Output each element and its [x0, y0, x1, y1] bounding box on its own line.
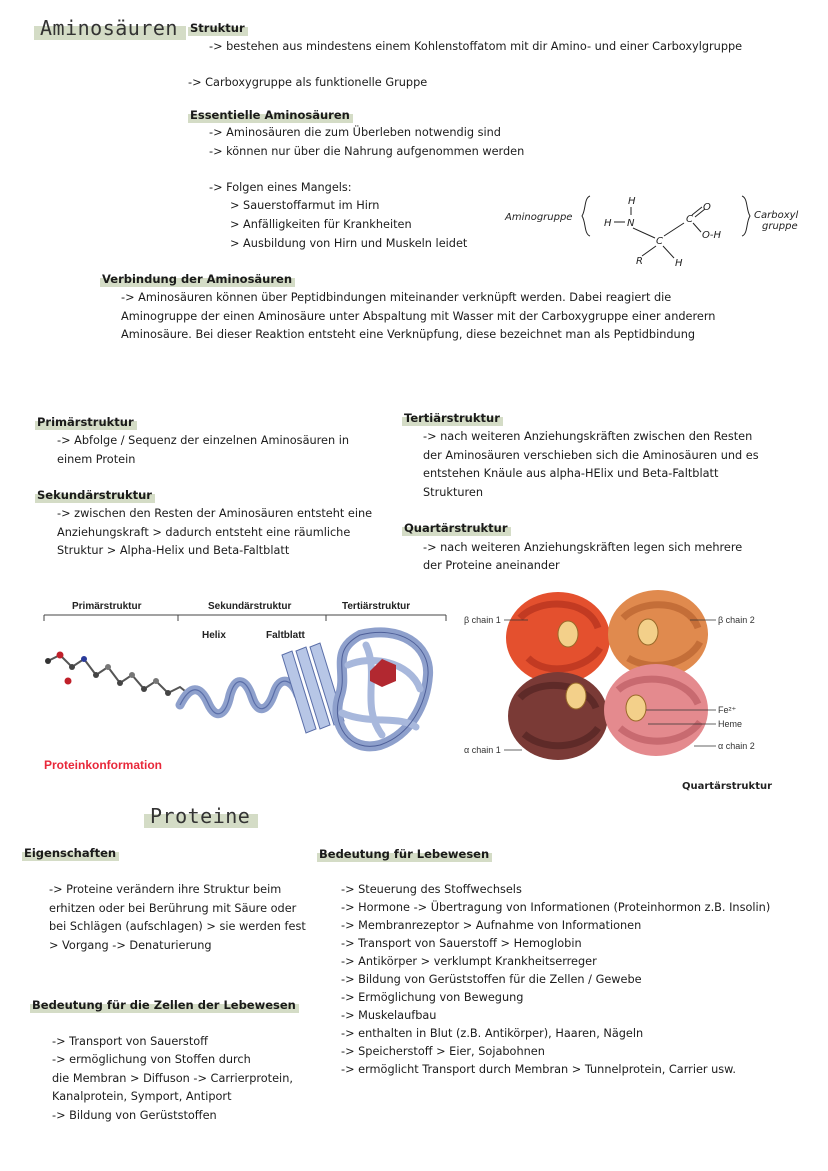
eigenschaften-line-3: bei Schlägen (aufschlagen) > sie werden fest — [49, 920, 306, 933]
essentielle-sub-1: > Sauerstoffarmut im Hirn — [230, 199, 380, 212]
sekundaer-line-2: Anziehungskraft > dadurch entsteht eine räumliche — [57, 526, 351, 539]
heading-essentielle: Essentielle Aminosäuren — [188, 107, 353, 123]
bond-c-r — [642, 246, 656, 256]
proteinkonformation-figure — [30, 595, 450, 775]
atom-o-h: O-H — [702, 230, 721, 241]
fig2-label-beta2: β chain 2 — [718, 615, 755, 625]
bond-c-o-double-1 — [692, 207, 702, 215]
zellen-line-1: -> Transport von Sauerstoff — [52, 1035, 208, 1048]
aminosaeure-structure-diagram — [500, 188, 820, 273]
heading-bedeutung-zellen: Bedeutung für die Zellen der Lebewesen — [30, 997, 299, 1013]
zellen-line-3: die Membran > Diffuson -> Carrierprotein, — [52, 1072, 293, 1085]
heading-struktur: Struktur — [188, 20, 248, 36]
essentielle-line-2: -> können nur über die Nahrung aufgenommen werden — [209, 145, 525, 158]
bond-c-o-double-2 — [695, 209, 705, 217]
verbindung-line-1: -> Aminosäuren können über Peptidbindungen miteinander verknüpft werden. Dabei reagiert die — [121, 291, 672, 304]
heading-eigenschaften: Eigenschaften — [22, 845, 119, 861]
tertiaer-line-2: der Aminosäuren verschieben sich die Aminosäuren und es — [423, 449, 759, 462]
atom-n: N — [627, 218, 635, 229]
essentielle-sub-3: > Ausbildung von Hirn und Muskeln leidet — [230, 237, 468, 250]
fig2-label-fe: Fe²⁺ — [718, 705, 737, 715]
zellen-line-5: -> Bildung von Gerüststoffen — [52, 1109, 217, 1122]
atom-c-alpha: C — [656, 236, 663, 247]
zellen-line-4: Kanalprotein, Symport, Antiport — [52, 1090, 232, 1103]
hemoglobin-figure — [458, 578, 768, 773]
list-item: -> Transport von Sauerstoff > Hemoglobin — [341, 937, 582, 950]
primaer-line-2: einem Protein — [57, 453, 136, 466]
lebewesen-list — [341, 881, 770, 1079]
atom-h-top: H — [628, 196, 636, 207]
sekundaer-line-3: Struktur > Alpha-Helix und Beta-Faltblatt — [57, 544, 290, 557]
list-item: -> Bildung von Gerüststoffen für die Zellen / Gewebe — [341, 973, 642, 986]
amino-group-label: Aminogruppe — [505, 212, 573, 223]
quartaer-line-1: -> nach weiteren Anziehungskräften legen sich mehrere — [423, 541, 743, 554]
title-proteine: Proteine — [144, 804, 258, 828]
brace-right — [742, 196, 750, 236]
tertiaer-line-3: entstehen Knäule aus alpha-HElix und Beta-Faltblatt — [423, 467, 719, 480]
list-item: -> enthalten in Blut (z.B. Antikörper), Haaren, Nägeln — [341, 1027, 644, 1040]
eigenschaften-line-4: > Vorgang -> Denaturierung — [49, 939, 212, 952]
fig2-label-beta1: β chain 1 — [464, 615, 501, 625]
eigenschaften-line-1: -> Proteine verändern ihre Struktur beim — [49, 883, 282, 896]
atom-r: R — [636, 256, 643, 267]
fig1-label-primaer: Primärstruktur — [72, 601, 142, 612]
list-item: -> Steuerung des Stoffwechsels — [341, 883, 522, 896]
bond-c-h-bottom — [663, 246, 674, 258]
fig2-label-alpha1: α chain 1 — [464, 745, 501, 755]
essentielle-line-3: -> Folgen eines Mangels: — [209, 181, 352, 194]
fig1-label-sekundaer: Sekundärstruktur — [208, 601, 292, 612]
sekundaer-line-1: -> zwischen den Resten der Aminosäuren entsteht eine — [57, 507, 373, 520]
fig1-label-faltblatt: Faltblatt — [266, 630, 305, 641]
title-aminosaeuren: Aminosäuren — [34, 16, 186, 40]
atom-c-carboxyl: C — [686, 214, 693, 225]
atom-o-double: O — [703, 202, 711, 213]
tertiaer-line-4: Strukturen — [423, 486, 484, 499]
fig2-caption: Quartärstruktur — [682, 781, 773, 792]
quartaer-line-2: der Proteine aneinander — [423, 559, 560, 572]
list-item: -> ermöglicht Transport durch Membran > Tunnelprotein, Carrier usw. — [341, 1063, 736, 1076]
carboxyl-group-label-2: gruppe — [762, 221, 798, 232]
fig2-label-heme: Heme — [718, 719, 743, 729]
essentielle-sub-2: > Anfälligkeiten für Krankheiten — [230, 218, 412, 231]
list-item: -> Muskelaufbau — [341, 1009, 437, 1022]
fig1-label-helix: Helix — [202, 630, 226, 641]
brace-left — [582, 196, 590, 236]
atom-h-bottom: H — [675, 258, 683, 269]
list-item: -> Antikörper > verklumpt Krankheitserreger — [341, 955, 597, 968]
carboxyl-group-label-1: Carboxyl — [754, 210, 799, 221]
heading-bedeutung-lebewesen: Bedeutung für Lebewesen — [317, 846, 492, 862]
fig1-label-tertiaer: Tertiärstruktur — [342, 601, 411, 612]
struktur-line-1: -> bestehen aus mindestens einem Kohlenstoffatom mit dir Amino- und einer Carboxylgruppe — [209, 40, 743, 53]
list-item: -> Speicherstoff > Eier, Sojabohnen — [341, 1045, 545, 1058]
list-item: -> Ermöglichung von Bewegung — [341, 991, 524, 1004]
fig1-tertiary-blob — [337, 632, 428, 746]
list-item: -> Hormone -> Übertragung von Informationen (Proteinhormon z.B. Insolin) — [341, 901, 771, 914]
bond-n-c — [633, 228, 655, 238]
verbindung-line-2: Aminogruppe der einen Aminosäure unter Abspaltung mit Wasser mit der Carboxygruppe einer anderern — [121, 310, 716, 323]
zellen-line-2: -> ermöglichung von Stoffen durch — [52, 1053, 251, 1066]
verbindung-line-3: Aminosäure. Bei dieser Reaktion entsteht eine Verknüpfung, diese bezeichnet man als Peptidbindung — [121, 328, 696, 341]
primaer-line-1: -> Abfolge / Sequenz der einzelnen Aminosäuren in — [57, 434, 350, 447]
fig1-helix-ribbon — [180, 681, 298, 714]
atom-h-left: H — [604, 218, 612, 229]
tertiaer-line-1: -> nach weiteren Anziehungskräften zwischen den Resten — [423, 430, 753, 443]
bond-c-c — [664, 223, 684, 236]
heading-primaerstruktur: Primärstruktur — [35, 414, 137, 430]
struktur-line-2: -> Carboxygruppe als funktionelle Gruppe — [188, 76, 428, 89]
fig2-label-alpha2: α chain 2 — [718, 741, 755, 751]
fig1-primary-chain — [48, 655, 190, 695]
essentielle-line-1: -> Aminosäuren die zum Überleben notwendig sind — [209, 126, 501, 139]
heading-verbindung: Verbindung der Aminosäuren — [100, 271, 295, 287]
heading-tertiaerstruktur: Tertiärstruktur — [402, 410, 503, 426]
eigenschaften-line-2: erhitzen oder bei Berührung mit Säure oder — [49, 902, 297, 915]
heading-quartaerstruktur: Quartärstruktur — [402, 520, 511, 536]
bond-c-oh — [693, 223, 701, 232]
heading-sekundaerstruktur: Sekundärstruktur — [35, 487, 155, 503]
list-item: -> Membranrezeptor > Aufnahme von Informationen — [341, 919, 642, 932]
fig2-alpha-chain-1 — [508, 672, 608, 760]
fig1-caption: Proteinkonformation — [44, 758, 163, 772]
